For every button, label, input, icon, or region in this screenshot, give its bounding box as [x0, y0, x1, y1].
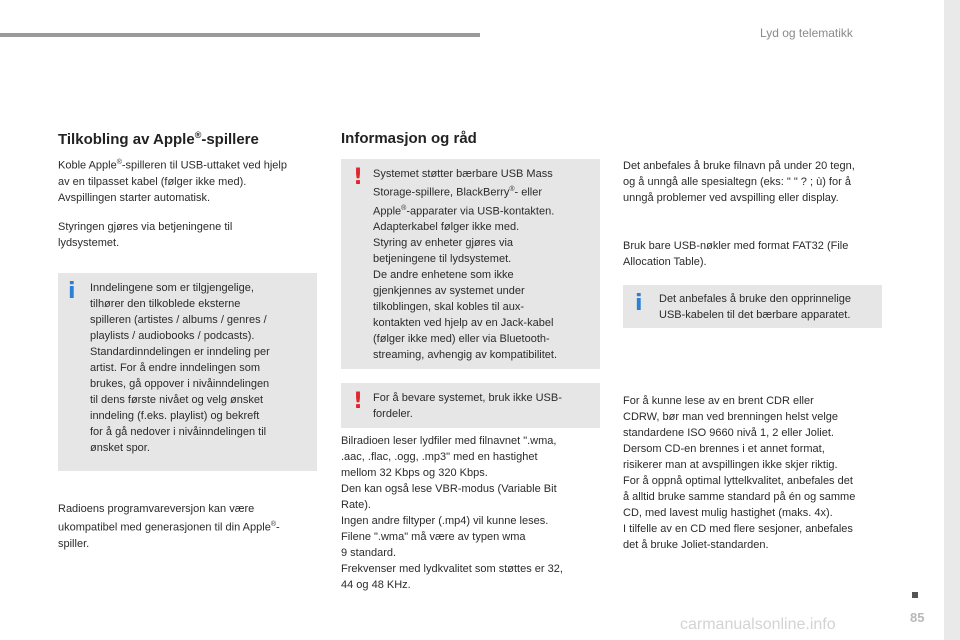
left-title: Tilkobling av Apple®-spillere	[58, 130, 259, 148]
watermark: carmanualsonline.info	[680, 616, 836, 633]
right-paragraph-2: Bruk bare USB-nøkler med format FAT32 (File Allocation Table).	[623, 240, 849, 268]
left-paragraph-2: Styringen gjøres via betjeningene til lydsystemet.	[58, 221, 233, 249]
side-strip	[944, 0, 960, 640]
page-number: 85	[910, 610, 925, 625]
top-bar	[0, 33, 480, 37]
info-icon: i	[68, 279, 76, 304]
warning-box-1	[341, 159, 600, 369]
info-box-left-text: Inndelingene som er tilgjengelige, tilhører den tilkoblede eksterne spilleren (artistes / albums / genres / playlists / audiobooks / podcasts). Standardinndelingen er inndeling per artist. For å endre inndelingen som brukes, gå oppover i nivåinndelingen til dens første nivået og velg ønsket inndeling (f.eks. playlist) og bekreft for å gå nedover i nivåinndelingen til ønsket spor.	[90, 282, 270, 454]
info-box-right	[623, 285, 882, 328]
warning-box-2-text: For å bevare systemet, bruk ikke USB- fordeler.	[373, 392, 562, 420]
info-box-left	[58, 273, 317, 471]
info-box-right-text: Det anbefales å bruke den opprinnelige USB-kabelen til det bærbare apparatet.	[659, 293, 852, 321]
warning-icon: !	[353, 389, 364, 414]
right-paragraph-1: Det anbefales å bruke filnavn på under 20 tegn, og å unngå alle spesialtegn (eks: " " ? ; ù) for å unngå problemer ved avspilling eller display.	[623, 160, 855, 204]
left-paragraph-3: Radioens programvareversjon kan være ukompatibel med generasjonen til din Apple®- spiller.	[58, 503, 280, 550]
left-paragraph-1: Koble Apple®-spilleren til USB-uttaket ved hjelp av en tilpasset kabel (følger ikke med). Avspillingen starter automatisk.	[58, 159, 287, 204]
right-paragraph-3: For å kunne lese av en brent CDR eller CDRW, bør man ved brenningen helst velge standardene ISO 9660 nivå 1, 2 eller Joliet. Dersom CD-en brennes i et annet format, risikerer man at avspillingen ikke skjer riktig. For å oppnå optimal lyttelkvalitet, anbefales det å alltid bruke samme standard på én og samme CD, med lavest mulig hastighet (maks. 4x). I tilfelle av en CD med flere sesjoner, anbefales det å bruke Joliet-standarden.	[623, 395, 856, 551]
middle-paragraph: Bilradioen leser lydfiler med filnavnet ".wma, .aac, .flac, .ogg, .mp3" med en hastighet mellom 32 Kbps og 320 Kbps. Den kan også lese VBR-modus (Variable Bit Rate). Ingen andre filtyper (.mp4) vil kunne leses. Filene ".wma" må være av typen wma 9 standard. Frekvenser med lydkvalitet som støttes er 32, 44 og 48 KHz.	[341, 435, 563, 591]
info-icon: i	[635, 291, 643, 316]
page-marker	[912, 592, 918, 598]
warning-box-1-text: Systemet støtter bærbare USB Mass Storage-spillere, BlackBerry®- eller Apple®-apparater via USB-kontakten. Adapterkabel følger ikke med. Styring av enheter gjøres via betjeningene til lydsystemet. De andre enhetene som ikke gjenkjennes av systemet under tilkoblingen, skal kobles til aux- kontakten ved hjelp av en Jack-kabel (følger ikke med) eller via Bluetooth- streaming, avhengig av kompatibilitet.	[373, 168, 558, 362]
section-header: Lyd og telematikk	[760, 26, 853, 40]
warning-box-2	[341, 383, 600, 428]
middle-title: Informasjon og råd	[341, 130, 477, 147]
warning-icon: !	[353, 165, 364, 190]
